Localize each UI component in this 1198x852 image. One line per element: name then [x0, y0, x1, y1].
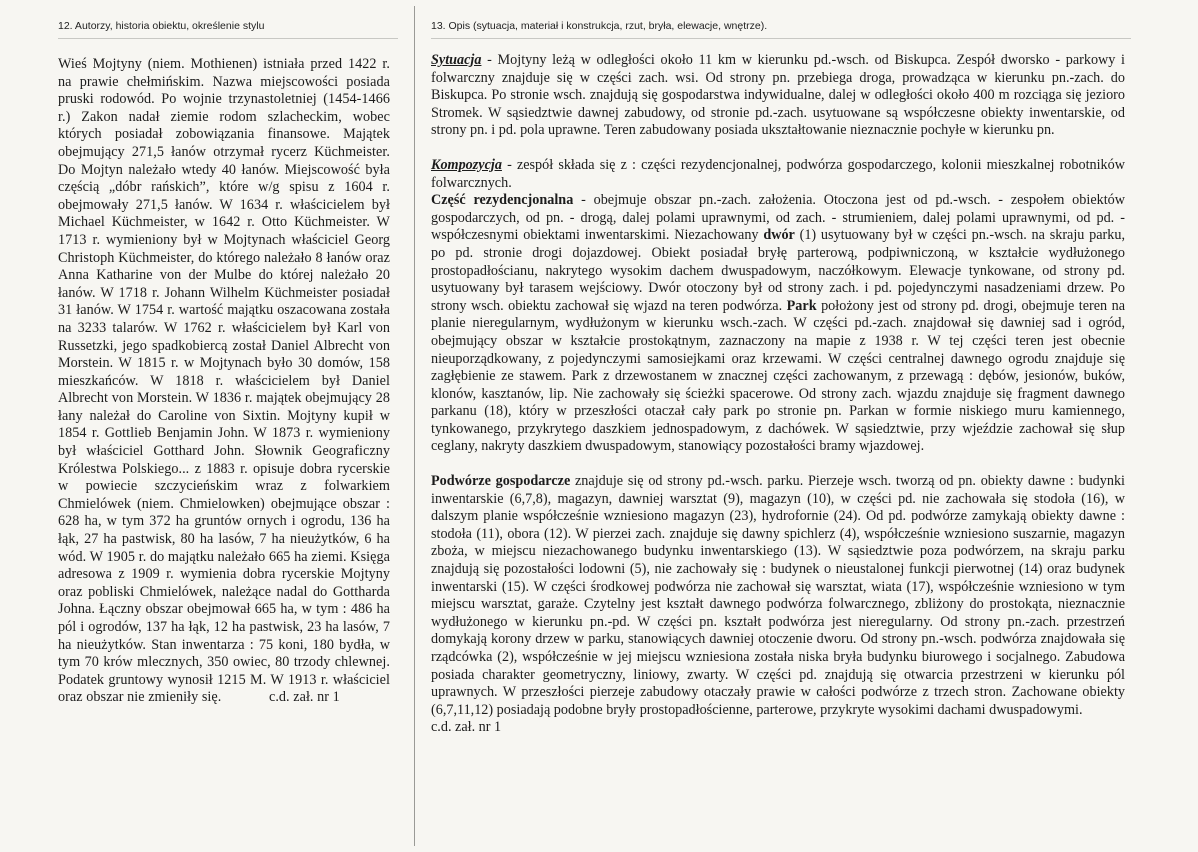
section-12-header: 12. Autorzy, historia obiektu, określenie stylu: [58, 20, 265, 32]
section-13-header: 13. Opis (sytuacja, materiał i konstrukcja, rzut, bryła, elewacje, wnętrze).: [431, 20, 768, 32]
history-continuation: c.d. zał. nr 1: [268, 689, 340, 706]
podworze-paragraph: Podwórze gospodarcze znajduje się od strony pd.-wsch. parku. Pierzeje wsch. tworzą od pn. obiekty dawne : budynki inwentarskie (6,7,8), magazyn, dawniej warsztat (9), magazyn (10), w części pd. nie zachowała się stodoła (16), w dalszym planie współcześnie wzniesiono magazyn (23), hydrofornie (24). Od pd. podwórze zamykają obiekty dawne : stodoła (11), obora (12). W pierzei zach. znajduje się dawny spichlerz (4), współcześnie wzniesiono suszarnie, magazyn zboża, w miejscu niezachowanego budynku inwentarskiego (13). W sąsiedztwie poza podwórzem, na skraju parku znajdują się pozostałości lodowni (5), nie zachowały się : budynek o nieustalonej funkcji pierwotnej (14) oraz budynek inwentarski (15). W części środkowej podwórza nie zachował się warsztat, wiata (17), współcześnie wzniesiono w tym miejscu warsztat, garaże. Czytelny jest kształt dawnego podwórza folwarcznego, zbliżony do prostokąta, nieznacznie wydłużonego w kierunku pn.-pd. W części pn. kształt podwórza jest nieregularny. Od strony pn.-zach. przestrzeń domykają korony drzew w parku, stanowiących dawniej otoczenie dworu. Od strony pn.-wsch. podwórza znajdowała się rządcówka (2), współcześnie w jej miejscu wzniesiona została niska bryła budynku biurowego i socjalnego. Zabudowa posiada charakter geometryczny, liniowy, zwarty. W części pd. znajdują się otwarcia przestrzeni w kierunku pól uprawnych. W przeszłości pierzeje zabudowy otaczały prawie w całości podwórze z trzech stron. Zachowane obiekty (6,7,11,12) posiadają podobne bryły prostopadłościenne, parterowe, przykryte wysokimi dachami dwuspadowymi.: [431, 473, 1125, 718]
czesc-rezydencjonalna-heading: Część rezydencjonalna: [431, 192, 574, 209]
history-text: Wieś Mojtyny (niem. Mothienen) istniała przed 1422 r. na prawie chełmińskim. Nazwa miejscowości posiada pruski rodowód. Po wojnie trzynastoletniej (1454-1466 r.) Zakon nadał ziemie rodom szlacheckim, wobec których posiadał zobowiązania finansowe. Majątek obejmujący 271,5 łanów otrzymał rycerz Küchmeister. Do Mojtyn należało wtedy 40 łanów. Miejscowość była częścią „dóbr rańskich”, które w/g spisu z 1604 r. obejmowały 271,5 łanów. W 1634 r. właścicielem był Michael Küchmeister, w 1642 r. Otto Küchmeister. W 1713 r. wymieniony był w Mojtynach właściciel Georg Christoph Küchmeister, do którego należało 8 łanów oraz Anna Katharine von der Mulbe do której należało 20 łanów. W 1718 r. Johann Wilhelm Küchmeister posiadał 31 łanów. W 1754 r. wartość majątku oszacowana została na 3233 talarów. W 1762 r. właścicielem był Karl von Russetzki, jego spadkobiercą został Daniel Albrecht von Morstein. W 1815 r. w Mojtynach było 30 domów, 158 mieszkańców. W 1818 r. właścicielem był Daniel Albrecht von Morstein. W 1836 r. majątek obejmujący 28 łany należał do Caroline von Sixtin. Mojtyny kupił w 1854 r. Gottlieb Benjamin John. W 1873 r. wymieniony był właściciel Gotthard John. Słownik Geograficzny Królestwa Polskiego... z 1883 r. opisuje dobra rycerskie w powiecie szczycieńskim wraz z folwarkiem Chmielówek (niem. Chmielowken) obejmujące obszar : 628 ha, w tym 372 ha gruntów ornych i ogrodu, 136 ha łąk, 27 ha pastwisk, 80 ha lasów, 7 ha nieużytków, 6 ha wód. W 1905 r. do majątku należało 665 ha ziemi. Księga adresowa z 1909 r. wymienia dobra rycerskie Mojtyny oraz pobliski Chmielówek, należące nadal do Gottharda Johna. Łączny obszar obejmował 665 ha, w tym : 486 ha pól i ogrodów, 137 ha łąk, 12 ha pastwisk, 23 ha lasów, 7 ha nieużytków. Stan inwentarza : 75 koni, 180 bydła, w tym 70 krów mlecznych, 350 owiec, 80 trzody chlewnej. Podatek gruntowy wynosił 1215 M. W 1913 r. właściciel oraz obszar nie zmieniły się. c.d. zał. nr 1: [58, 56, 390, 706]
description-continuation: c.d. zał. nr 1: [431, 719, 502, 736]
paragraph-gap: [431, 456, 1125, 473]
description-column: [431, 52, 1125, 737]
sytuacja-heading: Sytuacja: [431, 52, 482, 68]
czesc-rezydencjonalna-paragraph: Część rezydencjonalna - obejmuje obszar pn.-zach. założenia. Otoczona jest od pd.-wsch. - zespołem obiektów gospodarczych, od pn. - drogą, dalej polami uprawnymi, od zach. - strumieniem, dalej polami uprawnymi, od pd. - współczesnymi obiektami inwentarskimi. Niezachowany dwór (1) usytuowany był w części pn.-wsch. na skraju parku, po pd. stronie drogi dojazdowej. Obiekt posiadał bryłę parterową, podpiwniczoną, w kształcie wydłużonego prostopadłościanu, nakrytego wysokim dachem dwuspadowym, naczółkowym. Elewacje tynkowane, od strony pd. usytuowany był tarasem wejściowy. Dwór otoczony był od strony zach. i pd. pojedynczymi nasadzeniami drzew. Po strony wsch. obiektu zachował się wjazd na teren podwórza. Park położony jest od strony pd. drogi, obejmuje teren na planie nieregularnym, wydłużonym w kierunku wsch.-zach. W części pd.-zach. znajdował się dawniej sad i ogród, obejmujący obszar w kształcie prostokątnym, zaznaczony na mapie z 1938 r. W tej części teren jest obecnie nieuporządkowany, z pojedynczymi samosiejkami oraz krzewami. W części centralnej dawnego ogrodu znajduje się zagłębienie ze stawem. Park z drzewostanem w znacznej części zachowanym, z przewagą : dębów, jesionów, buków, klonów, kasztanów, lip. Nie zachowały się ścieżki spacerowe. Od strony zach. wjazdu znajduje się fragment dawnego parkanu (18), który w przeszłości otaczał cały park po stronie pn. Parkan w formie niskiego muru kamiennego, tynkowanego, przykrytego daszkiem jednospadowym, z dachówek. W sąsiedztwie, przy wjeździe zachował się słup ceglany, nakryty daszkiem dwuspadowym, stanowiący pozostałości bramy wjazdowej.: [431, 192, 1125, 455]
podworze-heading: Podwórze gospodarcze: [431, 473, 571, 490]
header-rule-right: [431, 38, 1131, 39]
kompozycja-paragraph: Kompozycja - zespół składa się z : części rezydencjonalnej, podwórza gospodarczego, kolonii mieszkalnej robotników folwarcznych.: [431, 156, 1125, 191]
sytuacja-paragraph: Sytuacja - Mojtyny leżą w odległości około 11 km w kierunku pd.-wsch. od Biskupca. Zespół dworsko - parkowy i folwarczny znajduje się w części zach. wsi. Od strony pn. przebiega droga, prowadząca w kierunku pn.-zach. do Biskupca. Po stronie wsch. znajdują się gospodarstwa indywidualne, dalej w odległości około 400 m rozciąga się jezioro Stromek. W sąsiedztwie dawnej zabudowy, od stronie pd.-zach. usytuowane są współczesne obiekty inwentarskie, od strony pn. i pd. pola uprawne. Teren zabudowany posiada ukształtowanie nieznacznie pochyłe w kierunku pn.: [431, 52, 1125, 139]
column-divider: [414, 6, 415, 846]
paragraph-gap: [431, 140, 1125, 157]
park-term: Park: [786, 297, 817, 314]
history-column: [58, 56, 390, 707]
dwor-term: dwór: [763, 227, 795, 244]
kompozycja-heading: Kompozycja: [431, 156, 502, 173]
header-rule-left: [58, 38, 398, 39]
